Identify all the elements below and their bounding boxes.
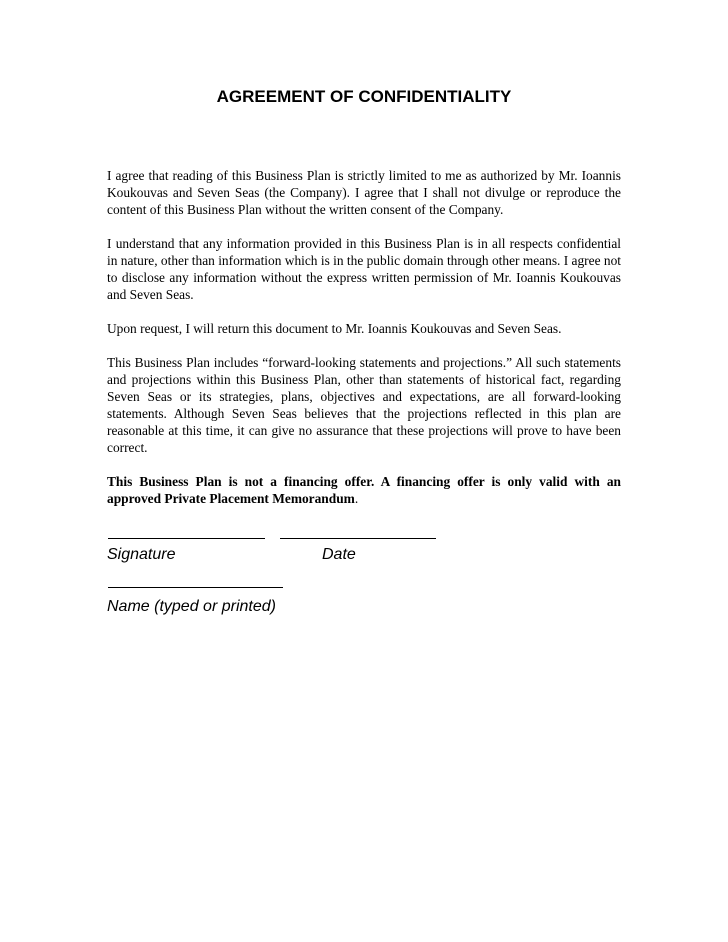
paragraph-authorization: I agree that reading of this Business Plan is strictly limited to me as authorized by Mr. Ioannis Koukouvas and Seven Seas (the Company). I agree that I shall not divulge or reproduce the content of this Business Plan without the written consent of the Company.	[107, 168, 621, 217]
name-label: Name (typed or printed)	[107, 598, 276, 615]
signature-line	[108, 538, 265, 539]
date-line	[280, 538, 436, 539]
signature-label: Signature	[107, 546, 176, 563]
paragraph-return: Upon request, I will return this document to Mr. Ioannis Koukouvas and Seven Seas.	[107, 321, 562, 336]
paragraph-financing-notice	[107, 473, 621, 507]
financing-notice-bold: This Business Plan is not a financing offer. A financing offer is only valid with an approved Private Placement Memorandum	[107, 474, 621, 506]
document-body	[107, 167, 621, 524]
name-line	[108, 587, 283, 588]
date-label: Date	[322, 546, 356, 563]
paragraph-forward-looking: This Business Plan includes “forward-looking statements and projections.” All such statements and projections within this Business Plan, other than statements of historical fact, regarding Seven Seas or its strategies, plans, objectives and expectations, are all forward-looking statements. Although Seven Seas believes that the projections reflected in this plan are reasonable at this time, it can give no assurance that these projections will prove to have been correct.	[107, 355, 621, 455]
financing-notice-end: .	[354, 491, 359, 506]
document-title: AGREEMENT OF CONFIDENTIALITY	[216, 87, 512, 106]
paragraph-confidential: I understand that any information provided in this Business Plan is in all respects confidential in nature, other than information which is in the public domain through other means. I agree not to disclose any information without the express written permission of Mr. Ioannis Koukouvas and Seven Seas.	[107, 236, 621, 302]
